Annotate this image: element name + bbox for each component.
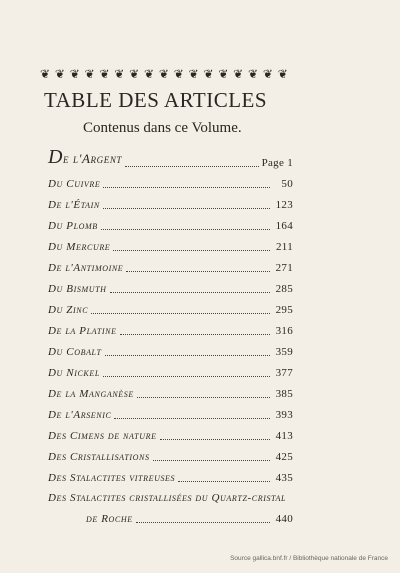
toc-entry-page: 285 xyxy=(275,283,293,295)
source-credit: Source gallica.bnf.fr / Bibliothèque nationale de France xyxy=(230,555,388,562)
toc-entry xyxy=(48,337,293,358)
toc-entry-label: Du Plomb xyxy=(48,220,98,232)
toc-entry-page: 393 xyxy=(275,409,293,421)
toc-entry-page: 377 xyxy=(275,367,293,379)
fleuron-ornament-icon: ❦ xyxy=(277,67,288,81)
fleuron-ornament-icon: ❦ xyxy=(129,67,140,81)
toc-entry-label: Des Stalactites cristallisées du Quartz-cristal xyxy=(48,492,287,504)
toc-entry-page: 50 xyxy=(281,178,293,190)
toc-entry xyxy=(48,316,293,337)
toc-entry-label: De l'Arsenic xyxy=(48,409,112,421)
toc-entry-page: 295 xyxy=(275,304,293,316)
toc-entry xyxy=(48,169,293,190)
toc-entry-page: 164 xyxy=(275,220,293,232)
leader-dots xyxy=(125,165,259,167)
fleuron-ornament-icon: ❦ xyxy=(218,67,229,81)
toc-entry-page: 123 xyxy=(275,199,293,211)
toc-entry-label: Du Bismuth xyxy=(48,283,107,295)
toc-entry-page: 211 xyxy=(276,241,293,253)
toc-entry-label: Des Stalactites vitreuses xyxy=(48,472,176,484)
toc-entry xyxy=(48,358,293,379)
leader-dots xyxy=(160,438,270,440)
fleuron-ornament-icon: ❦ xyxy=(262,67,273,81)
toc-entry-label: Du Cuivre xyxy=(48,178,101,190)
toc-entry-line2 xyxy=(48,504,293,525)
table-of-contents xyxy=(48,145,293,525)
fleuron-ornament-icon: ❦ xyxy=(173,67,184,81)
leader-dots xyxy=(137,396,270,398)
fleuron-ornament-icon: ❦ xyxy=(54,67,65,81)
toc-entry xyxy=(48,211,293,232)
toc-entry xyxy=(48,379,293,400)
toc-entry-label: Des Cristallisations xyxy=(48,451,150,463)
fleuron-ornament-icon: ❦ xyxy=(203,67,214,81)
toc-entry-label: De l'Étain xyxy=(48,199,100,211)
fleuron-ornament-icon: ❦ xyxy=(114,67,125,81)
toc-entry xyxy=(48,400,293,421)
toc-entry xyxy=(48,442,293,463)
toc-entry xyxy=(48,232,293,253)
toc-entry xyxy=(48,253,293,274)
toc-entry-page: Page 1 xyxy=(261,157,293,169)
leader-dots xyxy=(103,375,270,377)
leader-dots xyxy=(103,186,270,188)
leader-dots xyxy=(91,312,270,314)
toc-entry-label: Des Cimens de nature xyxy=(48,430,157,442)
toc-entry-page: 435 xyxy=(275,472,293,484)
toc-entry-label: De l'Antimoine xyxy=(48,262,124,274)
toc-entry-page: 385 xyxy=(275,388,293,400)
fleuron-ornament-icon: ❦ xyxy=(69,67,80,81)
toc-entry-page: 440 xyxy=(275,513,293,525)
toc-entry-line1 xyxy=(48,484,293,504)
toc-entry-label: Du Zinc xyxy=(48,304,89,316)
leader-dots xyxy=(113,249,270,251)
toc-entry-label: De la Manganèse xyxy=(48,388,134,400)
toc-entry-label: De la Platine xyxy=(48,325,117,337)
toc-entry-label-cont: de Roche xyxy=(86,513,133,525)
toc-entry xyxy=(48,295,293,316)
leader-dots xyxy=(110,291,270,293)
fleuron-border xyxy=(40,66,288,82)
toc-entry xyxy=(48,421,293,442)
page-title: TABLE DES ARTICLES xyxy=(44,88,268,112)
fleuron-ornament-icon: ❦ xyxy=(99,67,110,81)
toc-entry-label: De l'Argent xyxy=(48,146,123,168)
leader-dots xyxy=(120,333,270,335)
fleuron-ornament-icon: ❦ xyxy=(188,67,199,81)
leader-dots xyxy=(136,521,270,523)
fleuron-ornament-icon: ❦ xyxy=(233,67,244,81)
toc-entry-label: Du Cobalt xyxy=(48,346,102,358)
toc-entry xyxy=(48,145,293,169)
toc-entry-label: Du Mercure xyxy=(48,241,111,253)
leader-dots xyxy=(114,417,270,419)
leader-dots xyxy=(101,228,270,230)
toc-entry-page: 425 xyxy=(275,451,293,463)
toc-entry-page: 359 xyxy=(275,346,293,358)
toc-entry-label: Du Nickel xyxy=(48,367,100,379)
fleuron-ornament-icon: ❦ xyxy=(40,67,51,81)
fleuron-ornament-icon: ❦ xyxy=(144,67,155,81)
page-subtitle: Contenus dans ce Volume. xyxy=(83,120,242,136)
toc-entry xyxy=(48,274,293,295)
toc-entry xyxy=(48,463,293,484)
leader-dots xyxy=(103,207,270,209)
toc-entry-page: 413 xyxy=(275,430,293,442)
fleuron-ornament-icon: ❦ xyxy=(84,67,95,81)
fleuron-ornament-icon: ❦ xyxy=(158,67,169,81)
toc-entry-page: 316 xyxy=(275,325,293,337)
toc-entry xyxy=(48,190,293,211)
leader-dots xyxy=(178,480,270,482)
leader-dots xyxy=(153,459,270,461)
leader-dots xyxy=(105,354,271,356)
leader-dots xyxy=(126,270,270,272)
fleuron-ornament-icon: ❦ xyxy=(248,67,259,81)
toc-entry-page: 271 xyxy=(275,262,293,274)
